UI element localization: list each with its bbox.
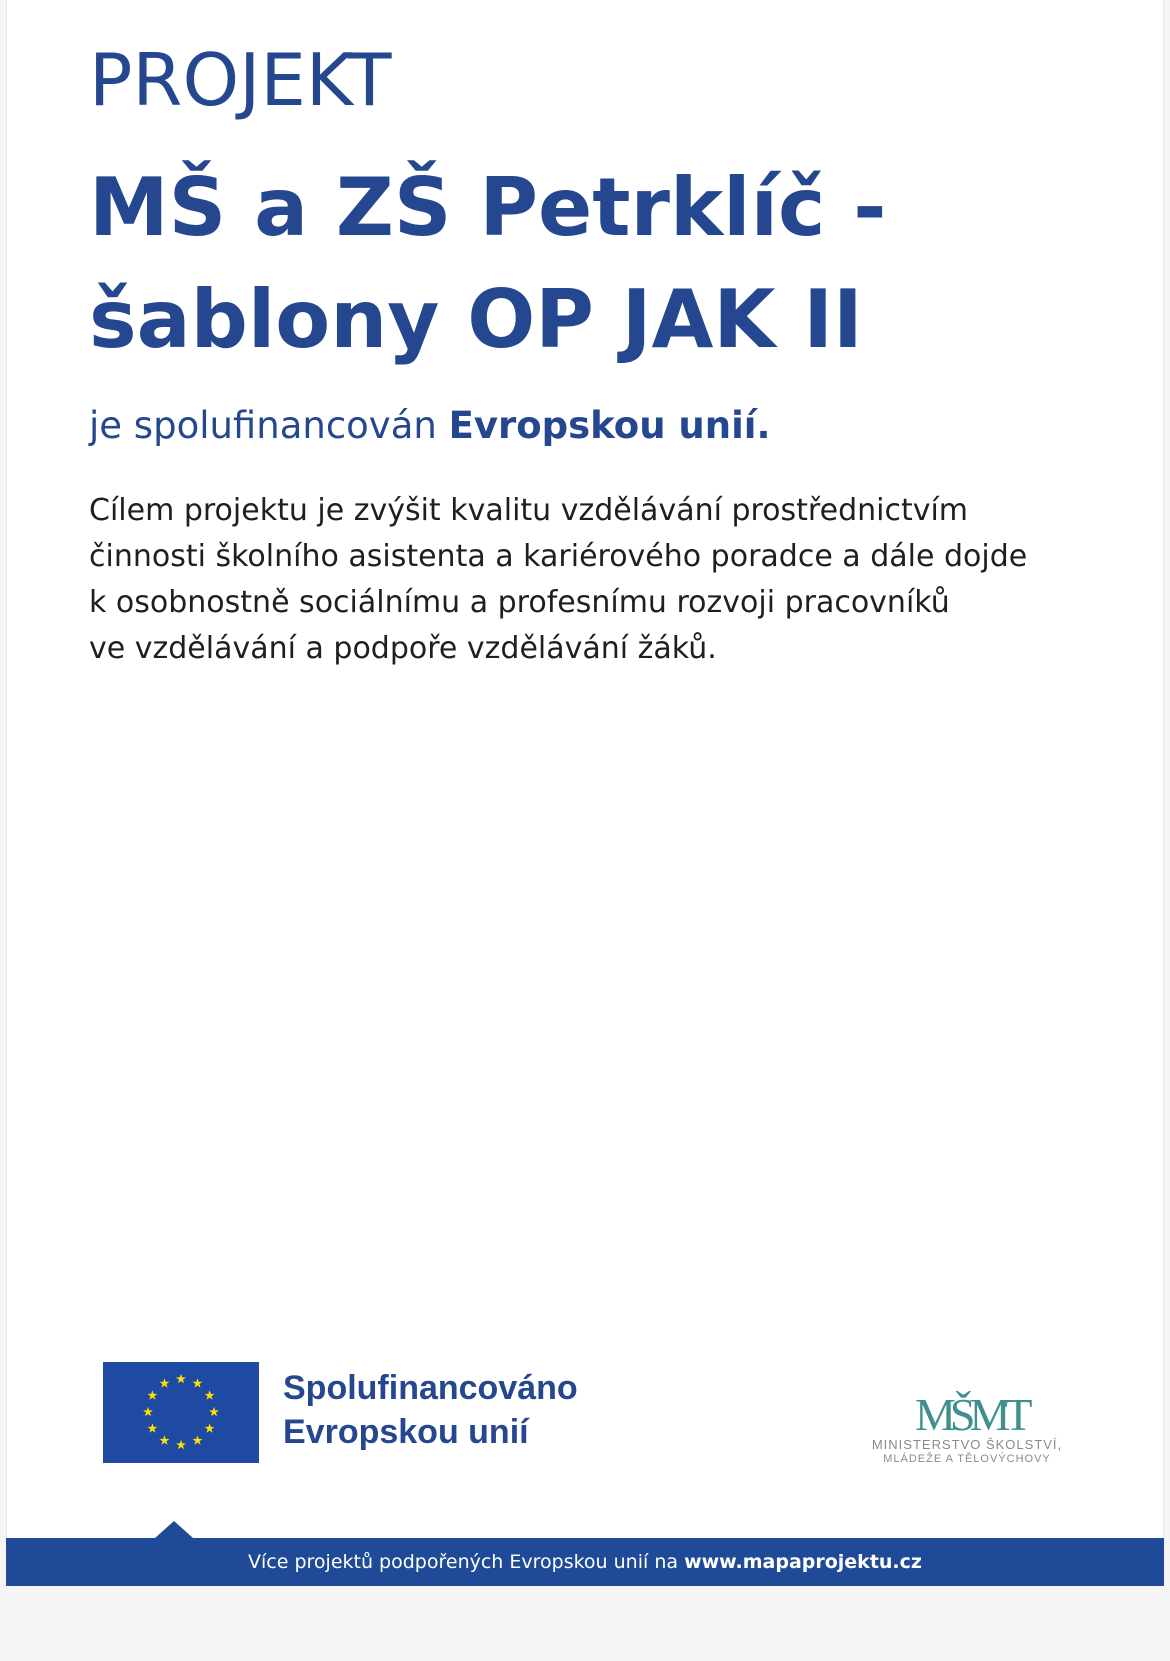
- msmt-logo-letters: MŠMT: [915, 1389, 1027, 1440]
- title-line-1: MŠ a ZŠ Petrklíč -: [89, 161, 887, 254]
- description-line-2: činnosti školního asistenta a kariérového poradce a dále dojde: [89, 539, 1028, 574]
- eu-cofunded-text: [283, 1366, 578, 1454]
- msmt-line-1: MINISTERSTVO ŠKOLSTVÍ,: [871, 1437, 1063, 1452]
- project-title: [89, 152, 1089, 376]
- footer-link[interactable]: www.mapaprojektu.cz: [684, 1551, 922, 1573]
- eu-text-line-2: Evropskou unií: [283, 1413, 529, 1451]
- footer-bar: [6, 1538, 1164, 1586]
- description-line-4: ve vzdělávání a podpoře vzdělávání žáků.: [89, 631, 717, 666]
- funding-prefix: je spolufinancován: [89, 404, 437, 447]
- eu-flag-icon: [103, 1362, 259, 1463]
- project-label: PROJEKT: [89, 38, 392, 122]
- title-line-2: šablony OP JAK II: [89, 273, 863, 366]
- msmt-line-2: MLÁDEŽE A TĚLOVÝCHOVY: [883, 1453, 1051, 1465]
- footer-text: Více projektů podpořených Evropskou unií na: [248, 1551, 679, 1573]
- funding-statement: [89, 404, 771, 447]
- poster: [6, 0, 1164, 1586]
- eu-text-line-1: Spolufinancováno: [283, 1369, 578, 1407]
- description-line-3: k osobnostně sociálnímu a profesnímu rozvoji pracovníků: [89, 585, 950, 620]
- description-line-1: Cílem projektu je zvýšit kvalitu vzdělávání prostřednictvím: [89, 493, 969, 528]
- msmt-caption: [859, 1437, 1075, 1465]
- footer-tab: [155, 1521, 193, 1538]
- project-description: [89, 488, 1119, 672]
- funding-emphasis: Evropskou unií.: [448, 404, 771, 447]
